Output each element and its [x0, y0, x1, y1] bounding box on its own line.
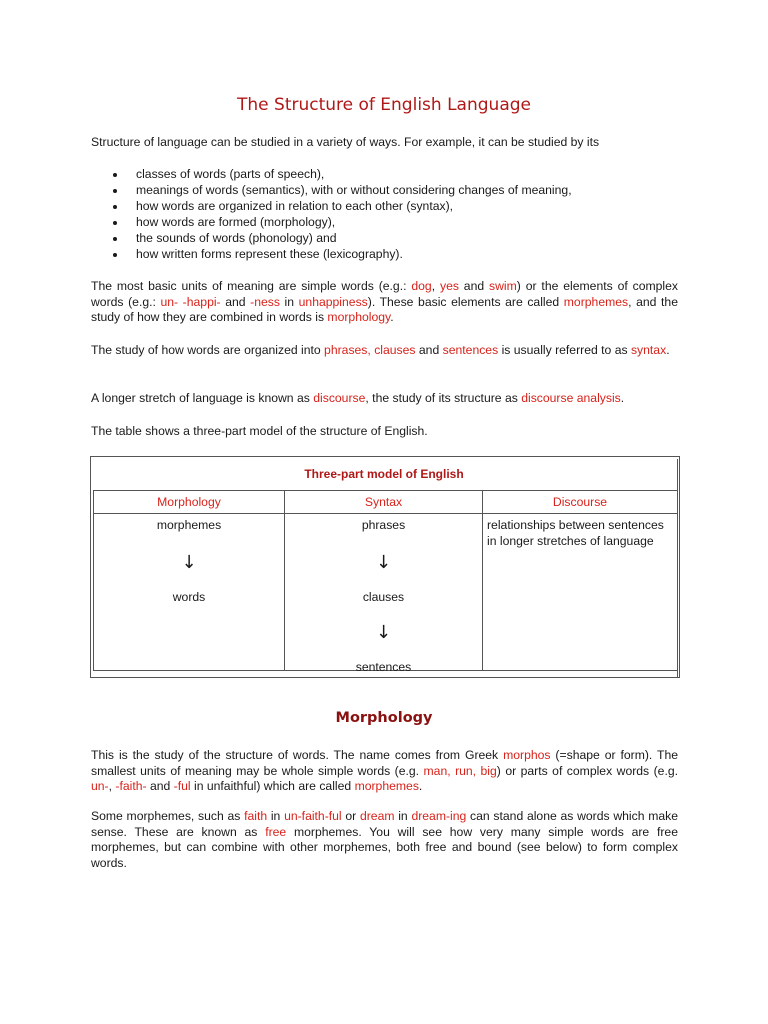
study-areas-list — [91, 167, 572, 263]
text-run: in — [267, 809, 285, 823]
table-divider — [93, 490, 677, 491]
cell-words: words — [172, 590, 206, 604]
text-run: The study of how words are organized into — [91, 343, 325, 357]
text-run: . — [666, 343, 670, 357]
term-un-happi: un- -happi- — [160, 294, 221, 309]
discourse-paragraph — [91, 391, 678, 407]
cell-morphemes: morphemes — [156, 518, 222, 532]
term-morphos: morphos — [503, 748, 551, 762]
term-discourse-analysis: discourse analysis — [521, 391, 621, 405]
term-dog: dog — [411, 279, 432, 293]
table-caption: Three-part model of English — [304, 467, 464, 481]
list-item: how words are formed (morphology), — [91, 215, 572, 231]
header-discourse: Discourse — [552, 495, 608, 509]
page-title: The Structure of English Language — [237, 95, 531, 115]
term-unhappiness: unhappiness — [298, 294, 368, 309]
cell-phrases: phrases — [361, 518, 406, 532]
free-morphemes-paragraph — [91, 809, 678, 871]
text-run: in — [394, 809, 412, 823]
term-morphemes: morphemes — [563, 294, 629, 309]
morphology-paragraph — [91, 748, 678, 795]
list-item: how written forms represent these (lexicography). — [91, 247, 572, 263]
text-run: is usually referred to as — [498, 343, 631, 357]
cell-sentences: sentences — [355, 660, 412, 674]
cell-discourse-description: relationships between sentences in longer stretches of language — [487, 518, 664, 548]
text-run: The most basic units of meaning are simple words (e.g.: — [91, 279, 412, 293]
text-run: and — [458, 279, 490, 293]
units-paragraph — [91, 279, 678, 326]
text-run: A longer stretch of language is known as — [91, 391, 314, 405]
text-run: and — [415, 343, 443, 357]
text-run: . — [390, 310, 394, 324]
text-run: ). These basic elements are called — [367, 294, 564, 309]
list-item: the sounds of words (phonology) and — [91, 231, 572, 247]
down-arrow-icon: ↓ — [375, 622, 392, 643]
term-un-faith-ful: un-faith-ful — [284, 809, 342, 823]
table-intro-paragraph: The table shows a three-part model of the structure of English. — [91, 424, 428, 438]
term-faith: -faith- — [115, 779, 147, 793]
cell-clauses: clauses — [362, 590, 405, 604]
text-run: and — [146, 779, 174, 793]
three-part-model-table — [90, 456, 682, 680]
text-run: . — [620, 391, 625, 405]
list-item: how words are organized in relation to each other (syntax), — [91, 199, 572, 215]
term-morphology: morphology — [327, 310, 391, 324]
term-sentences: sentences — [442, 343, 499, 357]
down-arrow-icon: ↓ — [375, 552, 392, 573]
text-run: ) or parts of complex words (e.g. — [496, 763, 678, 778]
syntax-paragraph — [91, 343, 678, 359]
text-run: can stand alone as words which make sense. These are known as — [91, 809, 678, 839]
term-ful: -ful — [173, 779, 191, 793]
text-run: or — [341, 809, 360, 823]
term-dream-ing: dream-ing — [411, 809, 467, 823]
text-run: ) or the elements of complex words (e.g.: — [91, 279, 678, 309]
text-run: , — [431, 279, 440, 293]
term-morphemes: morphemes — [354, 779, 419, 793]
list-item: classes of words (parts of speech), — [91, 167, 572, 183]
term-syntax: syntax — [630, 343, 667, 357]
term-free: free — [265, 824, 287, 839]
text-run: , — [108, 779, 116, 793]
text-run: , and the study of how they are combined in words is — [91, 294, 678, 324]
text-run: , the study of its structure as — [365, 391, 522, 405]
term-phrases: phrases, — [324, 343, 371, 357]
term-yes: yes — [439, 279, 459, 293]
term-swim: swim — [489, 279, 517, 293]
table-divider — [93, 513, 677, 514]
term-clauses: clauses — [374, 343, 416, 357]
list-item: meanings of words (semantics), with or without considering changes of meaning, — [91, 183, 572, 199]
intro-paragraph: Structure of language can be studied in a variety of ways. For example, it can be studied by its — [91, 135, 600, 149]
text-run: This is the study of the structure of words. The name comes from Greek — [91, 748, 504, 762]
text-run: morphemes. You will see how very many simple words are free morphemes, but can combine with other morphemes, both free and bound (see below) to form complex words. — [91, 824, 678, 870]
term-man-run-big: man, run, big — [423, 763, 497, 778]
down-arrow-icon: ↓ — [181, 552, 197, 573]
term-discourse: discourse — [313, 391, 366, 405]
term-un: un- — [91, 779, 109, 793]
term-faith: faith — [244, 809, 268, 823]
text-run: (=shape or form). The smallest units of meaning may be whole simple words (e.g. — [91, 748, 678, 778]
header-syntax: Syntax — [364, 495, 403, 509]
text-run: Some morphemes, such as — [91, 809, 245, 823]
text-run: and — [220, 294, 251, 309]
term-ness: -ness — [250, 294, 280, 309]
section-heading-morphology: Morphology — [335, 710, 433, 726]
text-run: in unfaithful) which are called — [190, 779, 355, 793]
text-run: in — [279, 294, 299, 309]
header-morphology: Morphology — [157, 495, 221, 509]
column-divider — [482, 490, 483, 671]
text-run: . — [418, 779, 423, 793]
term-dream: dream — [359, 809, 395, 823]
